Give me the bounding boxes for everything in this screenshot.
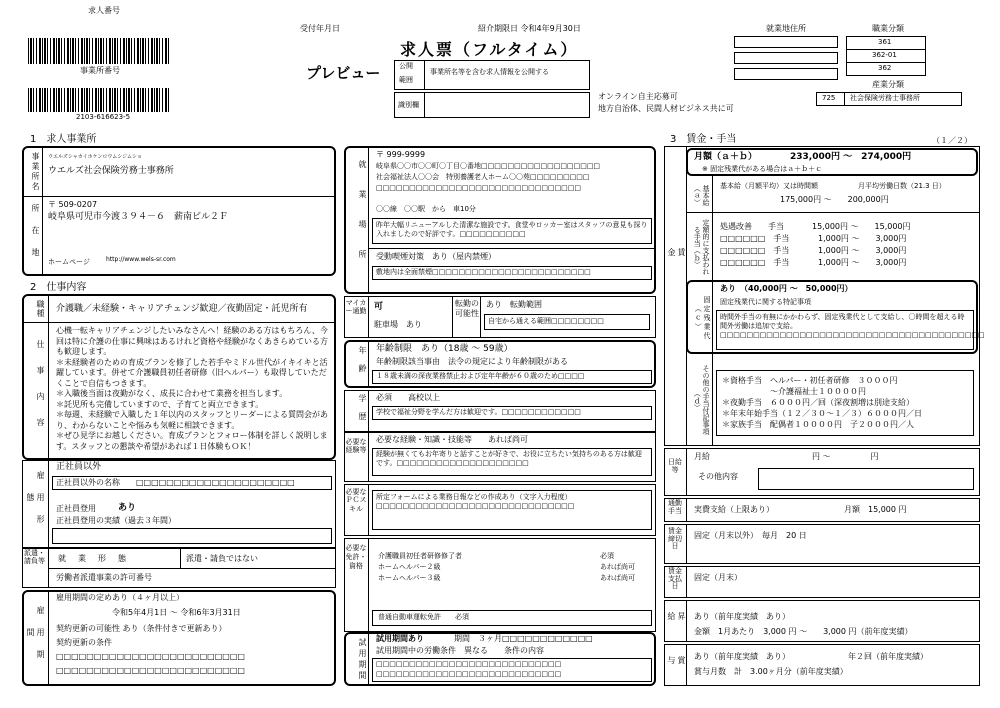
cutoff-label: 賃金締切日 [668, 527, 682, 551]
transfer-label: 転勤の可能性 [455, 299, 479, 319]
pc-skill-label: 必要なＰＣスキル [345, 488, 367, 513]
experience-label: 必要な経験等 [345, 438, 367, 455]
education-note: 学校で福祉分野を学んだ方は歓迎です。□□□□□□□□□□□□ [376, 408, 581, 416]
trial-period: 期間 ３ヶ月□□□□□□□□□□□□ [454, 634, 593, 643]
trial-condition: 試用期間中の労働条件 異なる 条件の内容 [376, 646, 544, 655]
raise-label: 昇給 [667, 612, 686, 630]
dispatch-work-label: 就 業 形 態 [58, 554, 128, 563]
allowance-4-name: □□□□□□ 手当 [720, 258, 790, 267]
monthly-note: ※ 固定残業代がある場合はａ＋ｂ＋ｃ [702, 165, 823, 173]
online-note-2: 地方自治体、民間人材ビジネス共に可 [598, 104, 734, 113]
car-commute-label: マイカー通勤 [345, 299, 367, 316]
wage-label: 賃金 [667, 248, 686, 352]
basic-salary-label: 基本給（ａ） [693, 184, 710, 206]
period-range: 令和5年4月1日 ～ 令和6年3月31日 [112, 608, 241, 617]
age-limit: 年齢制限 あり（18歳 ～ 59歳） [376, 344, 513, 354]
raise-amount: 金額 1月あたり 3,000 円 ～ 3,000 円（前年度実績） [694, 627, 913, 636]
job-content-label: 仕事内容 [36, 340, 45, 444]
license-2-name: ホームヘルパー２級 [378, 563, 441, 571]
cutoff-value: 固定（月末以外） 毎月 20 日 [694, 531, 807, 540]
industry-label: 産業分類 [872, 80, 904, 89]
other-line-5: ＊家族手当 配偶者１００００円 子２０００円／人 [722, 420, 914, 429]
location-label: 所在地 [31, 204, 40, 270]
avg-work-days: 月平均労働日数（21.3 日） [858, 182, 946, 190]
overtime-note: 時間外手当の有無にかかわらず、固定残業代として支給し、〇時間を超える時間外労働は追加で支給。□□□□□□□□□□□□□□□□□□□□□□□□□□□□□□□□□□□□□□□□ [720, 313, 985, 339]
other-line-2: ～介護福祉士１００００円 [722, 387, 866, 396]
age-label: 年齢 [358, 346, 367, 382]
identifier-label: 識別欄 [398, 101, 419, 109]
allowance-3-name: □□□□□□ 手当 [720, 246, 790, 255]
employment-name-value: □□□□□□□□□□□□□□□□□□□□□ [136, 478, 295, 487]
employment-label: 雇用形態 [26, 471, 45, 537]
allowance-1-name: 処遇改善 手当 [720, 222, 784, 231]
workplace-address-label: 就業地住所 [766, 24, 806, 33]
parking-value: 駐車場 あり [374, 320, 422, 329]
smoking-policy: 受動喫煙対策 あり（屋内禁煙） [376, 252, 496, 261]
seishain-label: 正社員登用 [56, 504, 96, 513]
renewal-possibility: 契約更新の可能性 あり（条件付きで更新あり） [56, 624, 227, 633]
age-reason: 年齢制限該当事由 法令の規定により年齢制限がある [376, 357, 568, 366]
job-code-2: 362-01 [872, 51, 897, 59]
license-2-req: あれば尚可 [600, 563, 635, 571]
office-number: 2103-616623-5 [76, 113, 131, 121]
commute-label: 通勤手当 [668, 499, 682, 515]
job-category-label: 職業分類 [872, 24, 904, 33]
job-number-label: 求人番号 [88, 6, 120, 15]
job-code-3: 362 [878, 64, 892, 72]
industry-name: 社会保険労務士事務所 [850, 94, 920, 102]
office-name-label: 事業所名 [31, 152, 40, 192]
public-range-value: 事業所名等を含む求人情報を公開する [430, 68, 549, 76]
license-car: 普通自動車運転免許 必須 [378, 613, 469, 621]
page-number: （１／２） [932, 136, 972, 145]
license-3-name: ホームヘルパー３級 [378, 574, 441, 582]
workplace-station: 〇〇線 〇〇駅 から 車10分 [376, 205, 476, 213]
overtime-value: あり （40,000円 ～ 50,000円） [720, 284, 853, 293]
period-value: 雇用期間の定めあり（４ヶ月以上） [56, 593, 184, 602]
job-type-label: 職種 [36, 300, 45, 318]
other-line-3: ＊夜勤手当 ６０００円／回（深夜割増は別途支給） [722, 398, 914, 407]
job-type: 介護職／未経験・キャリアチェンジ歓迎／夜勤固定・託児所有 [56, 304, 308, 314]
other-line-1: ＊資格手当 ヘルパー・初任者研修 ３０００円 [722, 376, 898, 385]
online-note-1: オンライン自主応募可 [598, 92, 678, 101]
workplace-address-2: 社会福祉法人〇〇会 特別養護老人ホーム〇〇苑□□□□□□□□□ [376, 173, 590, 181]
received-date-label: 受付年月日 [300, 24, 340, 33]
cutoff-box [664, 524, 980, 564]
license-3-req: あれば尚可 [600, 574, 635, 582]
bonus-amount: 賞与月数 計 3.00ヶ月分（前年度実績） [694, 667, 848, 676]
employment-name-label: 正社員以外の名称 [56, 478, 120, 487]
age-note: １８歳未満の深夜業務禁止および定年年齢が６０歳のため□□□□ [376, 372, 585, 380]
seishain-value: あり [118, 503, 137, 513]
allowance-1-range: 15,000円 ～ 15,000円 [812, 222, 911, 231]
section1-heading: 1 求人事業所 [30, 134, 97, 145]
basic-salary-range: 175,000円 ～ 200,000円 [780, 195, 889, 204]
dispatch-permit-label: 労働者派遣事業の許可番号 [56, 573, 152, 582]
homepage-label: ホームページ [48, 258, 90, 266]
payday-label: 賃金支払日 [668, 567, 682, 591]
dispatch-label: 派遣・請負等 [24, 549, 45, 565]
daily-label: 日給等 [668, 458, 682, 475]
dispatch-value: 派遣・請負ではない [186, 554, 258, 563]
referral-deadline: 紹介期限日 令和4年9月30日 [478, 24, 581, 33]
page-title: 求人票（フルタイム） [400, 40, 579, 59]
renewal-filler-2: □□□□□□□□□□□□□□□□□□□□□□□□□ [56, 666, 245, 675]
allowance-2-range: 1,000円 ～ 3,000円 [818, 234, 907, 243]
employment-type: 正社員以外 [56, 462, 102, 472]
commute-limit: 月額 15,000 円 [844, 505, 907, 514]
section3-heading: 3 賃金・手当 [670, 134, 737, 145]
experience-note: 経験が無くてもお年寄りと話すことが好きで、お役に立ちたい気持ちのある方は歓迎です。□□□□□□□□□□□□□□□□□□□□ [376, 450, 642, 467]
allowance-4-range: 1,000円 ～ 3,000円 [818, 258, 907, 267]
office-number-label: 事業所番号 [80, 66, 120, 75]
office-name: ウエルズ社会保険労務士事務所 [48, 166, 174, 176]
license-label: 必要な免許・資格 [345, 544, 367, 570]
license-1-name: 介護職員初任者研修修了者 [378, 552, 462, 560]
office-number-barcode [28, 88, 170, 112]
workplace-label: 就業場所 [358, 160, 367, 280]
bonus-times: 年２回（前年度実績） [848, 652, 928, 661]
postal-code: 〒 509-0207 [48, 200, 98, 209]
trial-filler-1: □□□□□□□□□□□□□□□□□□□□□□□□□□□□ [376, 660, 562, 668]
bonus-box [664, 644, 980, 686]
other-allowance-label: その他の手当付記事項（ｄ） [693, 365, 710, 435]
allowance-2-name: □□□□□□ 手当 [720, 234, 790, 243]
raise-value: あり（前年度実績 あり） [694, 612, 790, 621]
license-1-req: 必須 [600, 552, 614, 560]
job-content: 心機一転キャリアチェンジしたいみなさんへ！経験のある方はもちろん、今回は特に介護の仕事に興味はあるけれど資格や経験がなくあきらめている方も歓迎します。 ＊未経験者のための育成プランを修了した若手やミドル世代がイキイキと活躍しています。併せて介護職員初任者研修（旧ヘルパー）も取得していただくことで自信もつきます。 ＊入職後当面は夜勤がなく、成長に合わせて業務を担当します。 ＊託児所も完備していますので、子育てと両立できます。 ＊毎週、未経験で入職した１年以内のスタッフとリーダーによる質問会があり、わからないことや悩みも気軽に相談できます。 ＊ぜひ見学にお越しください。育成プランとフォロー体制を詳しく説明します。スタッフとの懇談や希望があれば１日体験もＯＫ！ [56, 326, 328, 452]
public-range-label: 公開 [399, 62, 413, 70]
overtime-special-label: 固定残業代に関する特記事項 [720, 298, 811, 306]
transfer-value: あり 転勤範囲 [486, 300, 542, 309]
basic-salary-text: 基本給（月額平均）又は時間額 [720, 182, 818, 190]
trial-filler-2: □□□□□□□□□□□□□□□□□□□□□□□□□□□□ [376, 670, 562, 678]
smoking-note: 敷地内は全面禁煙□□□□□□□□□□□□□□□□□□□□□□□□ [376, 268, 591, 276]
pc-skill-note: 所定フォームによる業務日報などの作成あり（文字入力程度）□□□□□□□□□□□□□□□□□□□□□□□□□□□□□□ [376, 493, 575, 510]
workplace-address-1: 岐阜県〇〇市〇〇町〇丁目〇番地□□□□□□□□□□□□□□□□□□ [376, 162, 601, 170]
monthly-label: 月額（ａ＋ｂ） [694, 152, 758, 162]
workplace-address-3: □□□□□□□□□□□□□□□□□□□□□□□□□□□□□□□ [376, 184, 582, 192]
renewal-filler-1: □□□□□□□□□□□□□□□□□□□□□□□□□ [56, 652, 245, 661]
office-address: 岐阜県可児市今渡３９４－６ 薪南ビル２Ｆ [48, 212, 229, 222]
trial-label: 試用期間 [358, 638, 367, 682]
industry-code: 725 [822, 94, 836, 102]
workplace-postal: 〒 999-9999 [376, 150, 426, 159]
daily-other-label: その他内容 [698, 472, 738, 481]
transfer-range: 自宅から通える範囲□□□□□□□□ [488, 317, 604, 325]
education-value: 必須 高校以上 [376, 393, 440, 402]
payday-value: 固定（月末） [694, 573, 742, 582]
seishain-record: 正社員登用の実績（過去３年間） [56, 516, 176, 525]
bonus-label: 賞与 [667, 656, 686, 674]
fixed-allowance-label: 定額的に支払われる手当（ｂ） [693, 219, 710, 275]
commute-value: 実費支給（上限あり） [694, 505, 774, 514]
workplace-note: 昨年大幅リニューアルした清潔な施設です。食堂やロッカー室はスタッフの意見も採り入れましたので好評です。□□□□□□□□□□ [376, 221, 648, 238]
renewal-condition-label: 契約更新の条件 [56, 638, 112, 647]
period-label: 雇用期間 [26, 606, 45, 672]
daily-value: 月給 [694, 452, 710, 461]
allowance-3-range: 1,000円 ～ 3,000円 [818, 246, 907, 255]
job-number-barcode [28, 38, 170, 64]
monthly-range: 233,000円 ～ 274,000円 [790, 152, 912, 162]
homepage-url[interactable]: http://www.wels-sr.com [106, 256, 176, 263]
job-code-1: 361 [878, 38, 892, 46]
other-line-4: ＊年末年始手当（１２／３０～１／３）６０００円／日 [722, 409, 922, 418]
car-commute-value: 可 [374, 302, 384, 312]
experience-value: 必要な経験・知識・技能等 あれば尚可 [376, 435, 528, 444]
overtime-label: 固定残業代（ｃ） [694, 295, 711, 341]
preview-label: プレビュー [306, 64, 381, 82]
daily-range: 円 ～ 円 [812, 452, 879, 461]
bonus-value: あり（前年度実績 あり） [694, 652, 790, 661]
section2-heading: 2 仕事内容 [30, 282, 87, 293]
trial-value: 試用期間あり [376, 634, 424, 643]
education-label: 学歴 [358, 394, 367, 430]
office-kana: ウエルズシャカイホケンロウムシジムショ [48, 154, 142, 160]
